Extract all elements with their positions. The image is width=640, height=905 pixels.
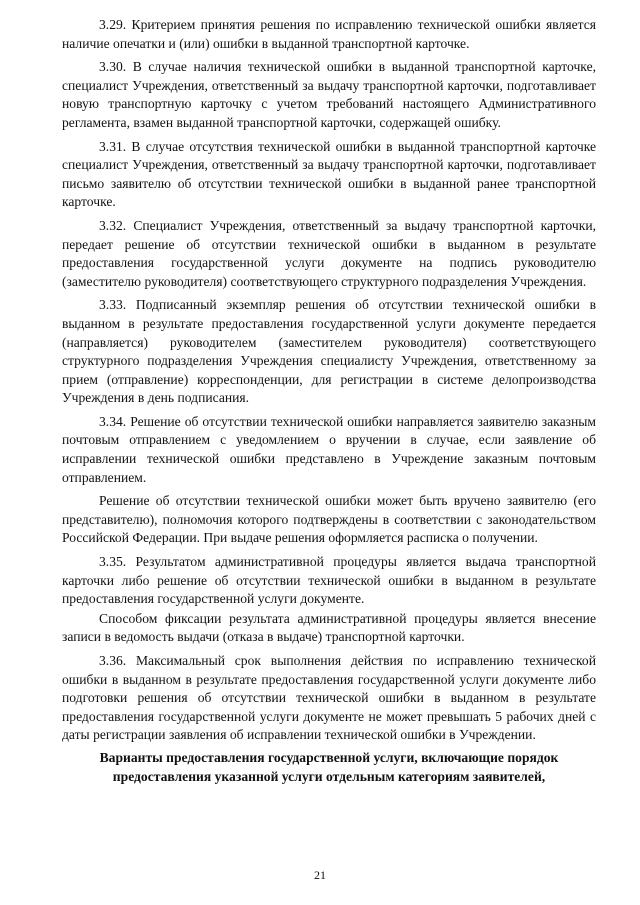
- paragraph-3-34-continued: Решение об отсутствии технической ошибки может быть вручено заявителю (его представителю), полномочия которого подтверждены в соответствии с законодательством Российской Федерации. При выдаче решения оформляется расписка о получении.: [62, 493, 596, 546]
- paragraph-3-35: 3.35. Результатом административной процедуры является выдача транспортной карточки либо решение об отсутствии технической ошибки в выданном в результате предоставления государственной услуги документе.: [62, 554, 596, 607]
- paragraph-3-29: 3.29. Критерием принятия решения по исправлению технической ошибки является наличие опечатки и (или) ошибки в выданной транспортной карточке.: [62, 17, 596, 51]
- section-heading: Варианты предоставления государственной услуги, включающие порядок предоставления указанной услуги отдельным категориям заявителей,: [99, 749, 559, 784]
- paragraph-3-34: 3.34. Решение об отсутствии технической ошибки направляется заявителю заказным почтовым отправлением с уведомлением о вручении в случае, если заявление об исправлении технической ошибки представлено в Учреждение заказным почтовым отправлением.: [62, 413, 596, 485]
- paragraph-3-30: 3.30. В случае наличия технической ошибки в выданной транспортной карточке, специалист Учреждения, ответственный за выдачу транспортной карточки, подготавливает новую транспортную карточку с учетом требований настоящего Административного регламента, взамен выданной транспортной карточки, содержащей ошибку.: [62, 59, 596, 130]
- paragraph-3-33: 3.33. Подписанный экземпляр решения об отсутствии технической ошибки в выданном в результате предоставления государственной услуги документе передается (направляется) руководителем (заместителем руководителя) соответствующего структурного подразделения Учреждения специалисту Учреждения, ответственному за прием (отправление) корреспонденции, для регистрации в системе делопроизводства Учреждения в день подписания.: [62, 297, 596, 406]
- paragraph-3-32: 3.32. Специалист Учреждения, ответственный за выдачу транспортной карточки, передает решение об отсутствии технической ошибки в выданном в результате предоставления государственной услуги документе на подпись руководителю (заместителю руководителя) соответствующего структурного подразделения Учреждения.: [62, 217, 596, 289]
- paragraph-3-31: 3.31. В случае отсутствия технической ошибки в выданной транспортной карточке специалист Учреждения, ответственный за выдачу транспортной карточки, подготавливает письмо заявителю об отсутствии технической ошибки в выданной ранее транспортной карточке.: [62, 138, 596, 210]
- paragraph-3-35-continued: Способом фиксации результата административной процедуры является внесение записи в ведомость выдачи (отказа в выдаче) транспортной карточки.: [62, 610, 596, 645]
- page-number: 21: [314, 868, 326, 882]
- paragraph-3-36: 3.36. Максимальный срок выполнения действия по исправлению технической ошибки в выданном в результате предоставления государственной услуги документе либо подготовки решения об отсутствии технической ошибки в выданном в результате предоставления государственной услуги документе не может превышать 5 рабочих дней с даты регистрации заявления об исправлении технической ошибки в Учреждении.: [62, 653, 596, 743]
- page-content: [62, 16, 596, 786]
